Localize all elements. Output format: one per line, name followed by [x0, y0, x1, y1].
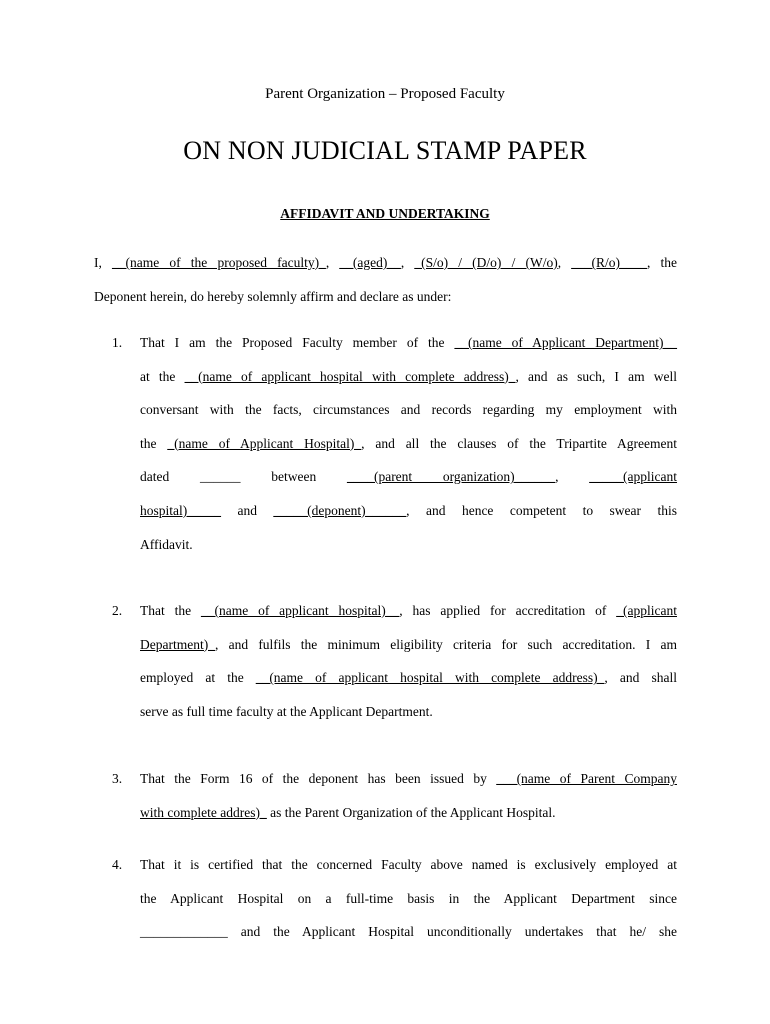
clause-line: [140, 661, 677, 695]
clause-text-segment: and: [221, 502, 274, 518]
clause-text-segment: , and hence competent to swear this: [406, 502, 677, 518]
fill-in-blank[interactable]: Department)_: [140, 636, 215, 652]
faculty-name-field[interactable]: __(name of the proposed faculty)_: [112, 255, 326, 270]
clause-line: [140, 494, 677, 528]
clause-line: [140, 427, 677, 461]
clause-text-segment: , and shall: [604, 670, 677, 686]
document-title: ON NON JUDICIAL STAMP PAPER: [183, 136, 587, 165]
fill-in-blank[interactable]: ___(name of Parent Company: [496, 771, 677, 786]
intro-line-1: I, __(name of the proposed faculty)_, __(aged)__, _(S/o) / (D/o) / (W/o), ___(R/o)____, the: [94, 255, 678, 270]
relation-field[interactable]: _(S/o) / (D/o) / (W/o): [414, 255, 558, 270]
fill-in-blank[interactable]: with complete addres)_: [140, 804, 267, 820]
clause-text-segment: _____________ and the Applicant Hospital unconditionally undertakes that he/ she: [140, 924, 677, 940]
document-subtitle: AFFIDAVIT AND UNDERTAKING: [280, 206, 490, 221]
clause-text-segment: That the Form 16 of the deponent has been issued by: [140, 771, 497, 786]
clause-text: [140, 326, 677, 561]
clause-text-segment: the Applicant Hospital on a full-time basis in the Applicant Department since: [140, 890, 677, 906]
intro-paragraph: [94, 246, 677, 314]
clause-text-segment: conversant with the facts, circumstances and records regarding my employment with: [140, 402, 677, 418]
clause-line: [140, 460, 677, 494]
fill-in-blank[interactable]: hospital)_____: [140, 502, 221, 518]
clause-text-segment: , and fulfils the minimum eligibility criteria for such accreditation. I am: [214, 636, 677, 652]
clause-text-segment: That it is certified that the concerned Faculty above named is exclusively employed at: [140, 857, 677, 872]
clause-text-segment: as the Parent Organization of the Applicant Hospital.: [266, 804, 556, 820]
clause-text-segment: , has applied for accreditation of: [399, 603, 617, 618]
fill-in-blank[interactable]: _____(applicant: [589, 469, 678, 485]
residence-field[interactable]: ___(R/o)____: [571, 255, 647, 270]
clause-line: [140, 882, 677, 916]
clause-text: [140, 762, 677, 829]
age-field[interactable]: __(aged)__: [339, 255, 401, 270]
fill-in-blank[interactable]: _(name of Applicant Hospital)_: [167, 435, 362, 451]
clause-text-segment: Affidavit.: [140, 536, 193, 552]
clause-text-segment: That the: [140, 603, 201, 618]
intro-line-2: Deponent herein, do hereby solemnly affirm and declare as under:: [94, 289, 452, 304]
fill-in-blank[interactable]: _____(deponent)______: [273, 502, 407, 518]
fill-in-blank[interactable]: __(name of applicant hospital with complete address)_: [184, 368, 516, 384]
clause-line: [140, 796, 677, 830]
clause-line: [140, 326, 677, 360]
clause-text-segment: , and all the clauses of the Tripartite Agreement: [361, 435, 677, 451]
organization-header: Parent Organization – Proposed Faculty: [265, 86, 505, 102]
clause-line: [140, 594, 677, 628]
clause-number: 1.: [112, 335, 123, 350]
clause-line: [140, 762, 677, 796]
clause-text-segment: , and as such, I am well: [515, 368, 677, 384]
fill-in-blank[interactable]: _(applicant: [616, 603, 677, 618]
clause-text: [140, 848, 677, 949]
clause-line: [140, 695, 677, 729]
clause-line: [140, 393, 677, 427]
fill-in-blank[interactable]: __(name of Applicant Department)__: [454, 335, 677, 350]
clause-text-segment: serve as full time faculty at the Applicant Department.: [140, 703, 433, 719]
clause-text-segment: That I am the Proposed Faculty member of the: [140, 335, 455, 350]
fill-in-blank[interactable]: __(name of applicant hospital with complete address)_: [255, 670, 605, 686]
clause-number: 4.: [112, 857, 123, 872]
clause-number: 3.: [112, 771, 123, 786]
clause-line: [140, 360, 677, 394]
clause-text-segment: ,: [555, 469, 590, 485]
clause-line: [140, 848, 677, 882]
clause-text: [140, 594, 677, 728]
fill-in-blank[interactable]: ____(parent organization)______: [346, 469, 556, 485]
clause-text-segment: the: [140, 435, 168, 451]
clause-text-segment: employed at the: [140, 670, 256, 686]
clause-line: [140, 528, 677, 562]
clause-number: 2.: [112, 603, 123, 618]
clause-text-segment: dated ______ between: [140, 469, 347, 485]
fill-in-blank[interactable]: __(name of applicant hospital)__: [200, 603, 400, 618]
clause-line: [140, 915, 677, 949]
clause-text-segment: at the: [140, 368, 185, 384]
clause-line: [140, 628, 677, 662]
